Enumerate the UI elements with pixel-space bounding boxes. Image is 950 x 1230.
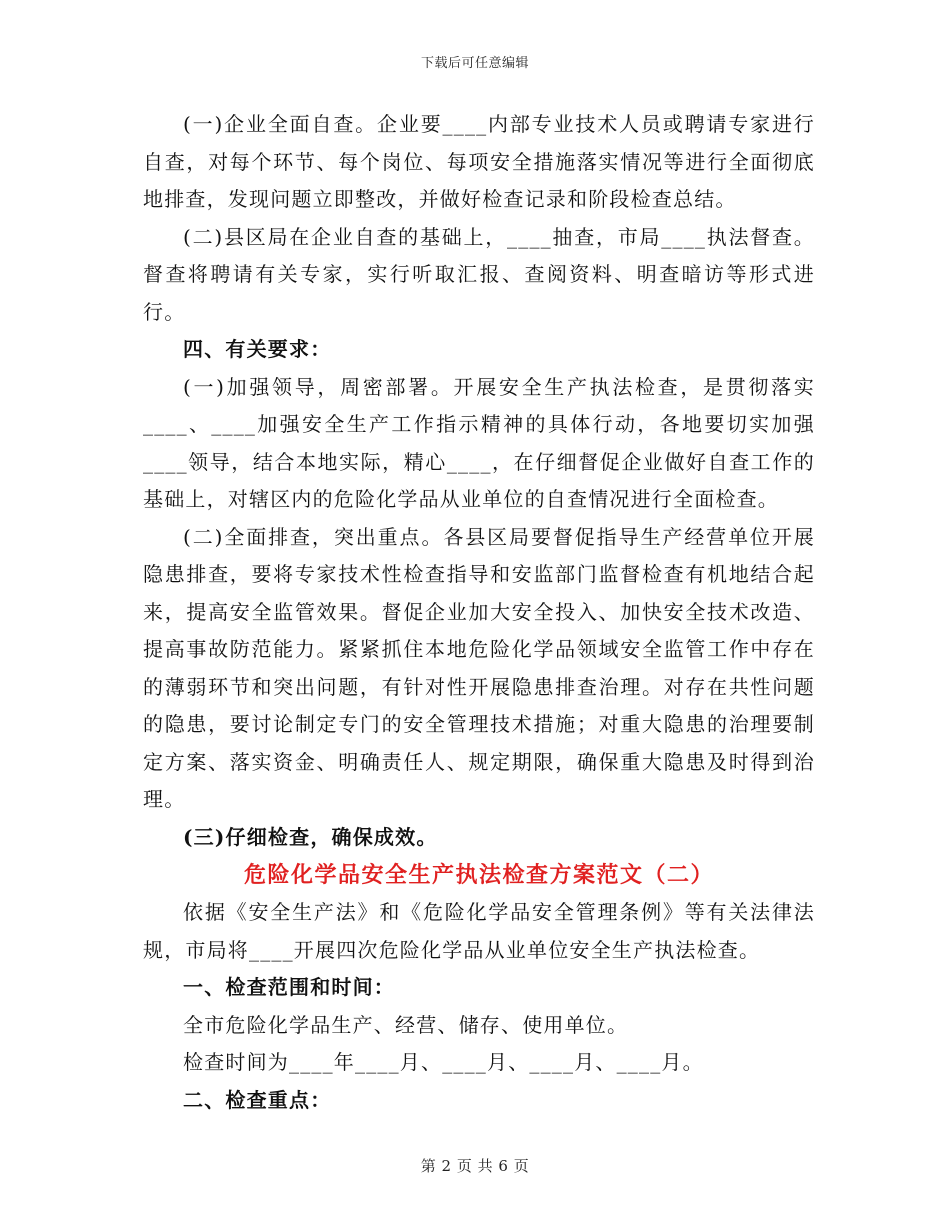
paragraph-check-time: 检查时间为____年____月、____月、____月、____月。	[183, 1050, 704, 1074]
document-body	[143, 106, 815, 1119]
heading-key-points: 二、检查重点：	[183, 1087, 332, 1112]
paragraph-strengthen-leadership: (一)加强领导，周密部署。开展安全生产执法检查，是贯彻落实____、____加强安全生产工作指示精神的具体行动，各地要切实加强____领导，结合本地实际，精心____，在仔细督促企业做好自查工作的基础上，对辖区内的危险化学品从业单位的自查情况进行全面检查。	[143, 374, 815, 511]
paragraph-comprehensive-check: (二)全面排查，突出重点。各县区局要督促指导生产经营单位开展隐患排查，要将专家技术性检查指导和安监部门监督检查有机地结合起来，提高安全监管效果。督促企业加大安全投入、加快安全技术改造、提高事故防范能力。紧紧抓住本地危险化学品领域安全监管工作中存在的薄弱环节和突出问题，有针对性开展隐患排查治理。对存在共性问题的隐患，要讨论制定专门的安全管理技术措施；对重大隐患的治理要制定方案、落实资金、明确责任人、规定期限，确保重大隐患及时得到治理。	[143, 524, 815, 811]
section-title: 危险化学品安全生产执法检查方案范文（二）	[243, 862, 714, 888]
paragraph-careful-inspection: (三)仔细检查，确保成效。	[183, 824, 438, 849]
heading-scope-and-time: 一、检查范围和时间：	[183, 975, 395, 999]
page-header: 下载后可任意编辑	[420, 56, 529, 71]
page-footer: 第 2 页 共 6 页	[420, 1157, 530, 1175]
paragraph-county-spot-check: (二)县区局在企业自查的基础上，____抽查，市局____执法督查。督查将聘请有关专家，实行听取汇报、查阅资料、明查暗访等形式进行。	[143, 224, 815, 324]
heading-requirements: 四、有关要求：	[183, 337, 332, 361]
paragraph-enterprise-self-check: (一)企业全面自查。企业要____内部专业技术人员或聘请专家进行自查，对每个环节、每个岗位、每项安全措施落实情况等进行全面彻底地排查，发现问题立即整改，并做好检查记录和阶段检查总结。	[143, 112, 815, 211]
paragraph-scope: 全市危险化学品生产、经营、储存、使用单位。	[183, 1012, 629, 1037]
paragraph-legal-basis: 依据《安全生产法》和《危险化学品安全管理条例》等有关法律法规，市局将____开展四次危险化学品从业单位安全生产执法检查。	[143, 900, 815, 962]
